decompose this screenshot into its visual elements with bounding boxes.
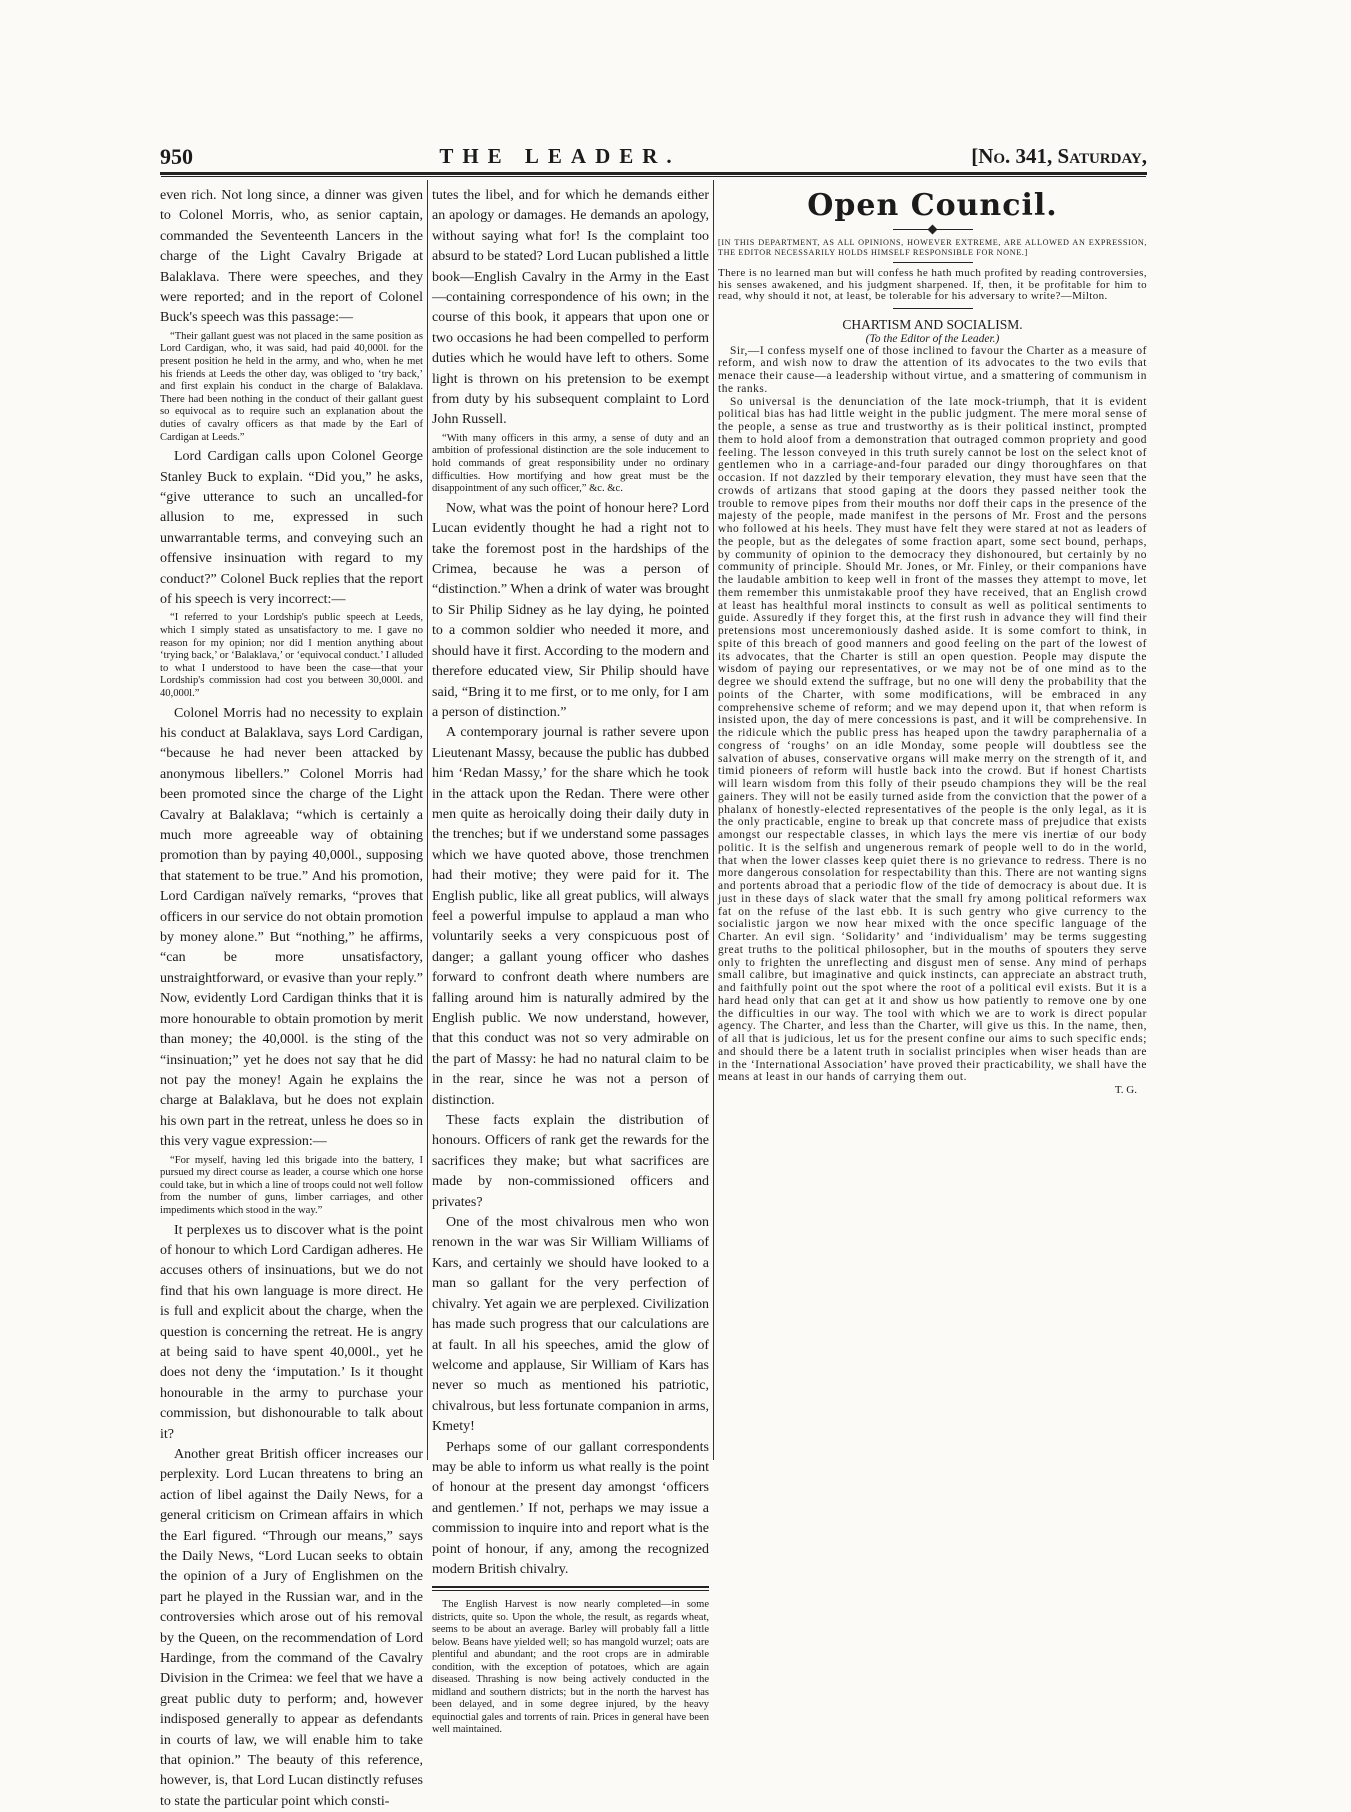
column-1-article <box>160 186 423 1812</box>
section-rule <box>432 1586 709 1591</box>
paragraph: Colonel Morris had no necessity to explain his conduct at Balaklava, says Lord Cardigan, “because he had never been attacked by anonymous libellers.” Colonel Morris had been promoted since the charge of the Light Cavalry at Balaklava; “which is certainly a much more agreeable way of obtaining promotion than by paying 40,000l., supposing that statement to be true.” And his promotion, Lord Cardigan naïvely remarks, “proves that officers in our service do not obtain promotion by money alone.” But “nothing,” he affirms, “can be more unsatisfactory, unstraightforward, or evasive than your reply.” Now, evidently Lord Cardigan thinks that it is more honourable to obtain promotion by merit than money; the 40,000l. is the sting of the “insinuation;” yet he does not say that he did not pay the money! Again he explains the charge at Balaklava, but he does not explain his own part in the retreat, unless he does so in this very vague expression:— <box>160 705 423 1150</box>
paragraph: Now, what was the point of honour here? Lord Lucan evidently thought he had a right not to take the foremost post in the hardships of the Crimea, because he was a person of “distinction.” When a drink of water was brought to Sir Philip Sidney as he lay dying, he pointed to a common soldier who needed it more, and should have it first. According to the modern and therefore educated view, Sir Philip should have said, “Bring it to me first, or to me only, for I am a person of distinction.” <box>432 500 709 720</box>
paragraph: So universal is the denunciation of the late mock-triumph, that it is evident political bias has had little weight in the public judgment. The mere moral sense of the people, a sense as true and trustworthy as is their political instinct, prompted them to hold aloof from a demonstration that outraged common propriety and good feeling. The lesson conveyed in this truth surely cannot be lost on the select knot of gentlemen who in a carriage-and-four paraded our dingy thoroughfares on that occasion. If not dazzled by their temporary elevation, they must have seen that the crowds of artizans that stood gaping at the doors they passed neither took the trouble to remove pipes from their mouths nor doff their caps in the presence of the majesty of the people, made manifest in the persons of Mr. Frost and the persons who followed at his heels. They must have felt they were stared at not as leaders of the people, but as the delegates of some fraction apart, some sect bound, perhaps, by community of opinion to the democracy they dishonoured, but certainly by no community of principle. Should Mr. Jones, or Mr. Finley, or their companions have the laudable ambition to keep well in front of the masses they attempt to move, let them remember this unmistakable proof they have received, that an English crowd at least has healthful moral instincts to consult as well as political sentiments to guide. Assuredly if they forget this, at the first rush in advance they will find their pretensions most unceremoniously dashed aside. It is some comfort to think, in spite of this breach of good manners and good feeling on the part of the lowest of its advocates, that the Charter is still an open question. People may dispute the wisdom of paying our representatives, or we may not be of one mind as to the degree we should extend the suffrage, but no one will deny the probability that the points of the Charter, with some modifications, will be embraced in any comprehensive scheme of reform; and we may depend upon it, that when reform is insisted upon, the day of mere concessions is past, and it will be comprehensive. In the ridicule which the public press has heaped upon the tawdry paraphernalia of a congress of ‘roughs’ on an idle Monday, some people will doubtless see the salvation of abuses, conservative organs will make merry on the strength of it, and timid pioneers of reform will hustle back into the crowd. But if honest Chartists will learn wisdom from this folly of their pseudo champions they will be the real gainers. They will not be easily turned aside from the conviction that the power of a phalanx of honestly-elected representatives of the people is the only legal, as it is the only practicable, engine to break up that concrete mass of prejudice that exists amongst our respectable classes, in which lays the mere vis inertiæ of our body politic. It is the selfish and ungenerous remark of people well to do in the world, that when the lower classes keep quiet there is no grievance to redress. There is no more dangerous consolation for respectability than this. There are not wanting signs and portents abroad that a periodic flow of the tide of democracy is about due. It is just in these days of slack water that the small fry among political reformers wax fat on the refuse of the last ebb. It is such gentry who give currency to the socialistic jargon we now hear mixed with the once specific language of the Charter. An evil sign. ‘Solidarity’ and ‘individualism’ may be terms suggesting great truths to the political philosopher, but in the mouths of spouters they serve only to frighten the unreflecting and disgust men of sense. Any mind of perhaps small calibre, but imaginative and quick instincts, can appreciate an abstract truth, and faithfully point out the spot where the root of a political evil exists. But it is a hard head only that can get at it and show us how patiently to remove one by one the difficulties in our way. The tool with which we are to work is direct popular agency. The Charter, and less than the Charter, will give us this. In the name, then, of all that is judicious, let us for the present confine our aims to such specific ends; and should there be a latent truth in socialist principles when wiser heads than are in the ‘International Association’ have proved their practicability, we shall have the means at least in our hands of carrying them out. <box>718 395 1147 1084</box>
open-council-column <box>718 186 1147 1096</box>
paragraph: even rich. Not long since, a dinner was given to Colonel Morris, who, as senior captain, commanded the Seventeenth Lancers in the charge of the Light Cavalry Brigade at Balaklava. There were speeches, and they were reported; and in the report of Colonel Buck's speech was this passage:— <box>160 188 423 326</box>
paragraph: It perplexes us to discover what is the point of honour to which Lord Cardigan adheres. He accuses others of insinuations, but we do not find that his own language is more direct. He is full and explicit about the charge, when the question is concerning the retreat. He is angry at being said to have spent 40,000l., yet he does not deny the ‘imputation.’ Is it thought honourable in the army to purchase your commission, but dishonourable to talk about it? <box>160 1222 423 1442</box>
open-council-title: Open Council. <box>807 188 1058 223</box>
block-quote: “For myself, having led this brigade into the battery, I pursued my direct course as leader, a course which one horse could take, but in which a line of troops could not well follow from the number of guns, limber carriages, and other impediments which stood in the way.” <box>160 1154 423 1216</box>
paragraph: A contemporary journal is rather severe upon Lieutenant Massy, because the public has dubbed him ‘Redan Massy,’ for the share which he took in the attack upon the Redan. There were other men quite as heroically doing their daily duty in the trenches; but if we understand some passages which we have quoted above, those trenchmen had their motive; they were paid for it. The English public, like all great publics, will always feel a powerful impulse to applaud a man who voluntarily seeks a very conspicuous post of danger; a gallant young officer who dashes forward to confront death where numbers are falling around him is naturally admired by the English public. We now understand, however, that this conduct was not so very admirable on the part of Massy: he had no natural claim to be in the rear, since he was not a person of distinction. <box>432 725 709 1108</box>
page-header <box>160 140 1147 170</box>
column-divider <box>427 180 428 1460</box>
masthead: THE LEADER. <box>439 144 681 168</box>
header-rule <box>160 172 1147 175</box>
block-quote: “With many officers in this army, a sense of duty and an ambition of professional distinction are the sole inducement to hold commands of great responsibility under no ordinary difficulties. How mortifying and how great must be the disappointment of any such officer,” &c. &c. <box>432 432 709 495</box>
block-quote: “Their gallant guest was not placed in the same position as Lord Cardigan, who, it was said, had paid 40,000l. for the present position he held in the army, and who, when he met his friends at Leeds the other day, was obliged to ‘try back,’ and first explain his conduct in the charge of Balaklava. There had been nothing in the conduct of their gallant guest so equivocal as to require such an explanation about the duties of cavalry officers as that made by the Earl of Cardigan at Leeds.” <box>160 330 423 443</box>
milton-epigraph: There is no learned man but will confess he hath much profited by reading controversies, his senses awakened, and his judgment sharpened. If, then, it be profitable for him to read, why should it not, at least, be tolerable for his adversary to write?—Milton. <box>718 267 1147 302</box>
editorial-note: [IN THIS DEPARTMENT, AS ALL OPINIONS, HOWEVER EXTREME, ARE ALLOWED AN EXPRESSION, THE EDITOR NECESSARILY HOLDS HIMSELF RESPONSIBLE FOR NONE.] <box>718 238 1147 257</box>
paragraph: One of the most chivalrous men who won renown in the war was Sir William Williams of Kars, and certainly we should have looked to a man so gallant for the very perfection of chivalry. Yet again we are perplexed. Civilization has made such progress that our calculations are at fault. In all his speeches, amid the glow of welcome and applause, Sir William of Kars has never so much as mentioned his patriotic, chivalrous, but less fortunate companion in arms, Kmety! <box>432 1215 709 1435</box>
ornament-divider <box>893 229 973 230</box>
divider <box>893 262 973 263</box>
letter-heading: CHARTISM AND SOCIALISM. <box>842 316 1023 332</box>
page-number: 950 <box>160 144 193 169</box>
signature: T. G. <box>1114 1084 1137 1096</box>
harvest-note <box>432 1599 709 1737</box>
letter-body <box>718 345 1147 1085</box>
column-2 <box>432 186 709 1740</box>
issue-number: [No. 341, Saturday, <box>971 144 1147 168</box>
paragraph: Another great British officer increases our perplexity. Lord Lucan threatens to bring an action of libel against the Daily News, for a general criticism on Crimean affairs in which the Earl figured. “Through our means,” says the Daily News, “Lord Lucan seeks to obtain the opinion of a Jury of Englishmen on the part he played in the Russian war, and in the controversies which arose out of his removal by the Queen, on the recommendation of Lord Hardinge, from the command of the Cavalry Division in the Crimea: we feel that we have a great public duty to perform; and, however indisposed generally to appear as defendants in courts of law, we will enable him to take that opinion.” The beauty of this reference, however, is, that Lord Lucan distinctly refuses to state the particular point which consti- <box>160 1446 423 1809</box>
column-divider <box>713 180 714 1460</box>
paragraph: Lord Cardigan calls upon Colonel George Stanley Buck to explain. “Did you,” he asks, “give utterance to such an uncalled-for allusion to me, expressed in such unwarrantable terms, and conveying such an offensive insinuation with regard to my conduct?” Colonel Buck replies that the report of his speech is very incorrect:— <box>160 449 423 608</box>
paragraph: Sir,—I confess myself one of those inclined to favour the Charter as a measure of reform, and wish now to draw the attention of its advocates to the two evils that menace their cause—a leadership without virtue, and a smattering of communism in the ranks. <box>718 344 1147 395</box>
paragraph: Perhaps some of our gallant correspondents may be able to inform us what really is the point of honour at the present day amongst ‘officers and gentlemen.’ If not, perhaps we may issue a commission to inquire into and report what is the point of honour, if any, among the recognized modern British chivalry. <box>432 1439 709 1577</box>
paragraph: These facts explain the distribution of honours. Officers of rank get the rewards for the sacrifices they make; but what sacrifices are made by non-commissioned officers and privates? <box>432 1113 709 1210</box>
column-2-article <box>432 186 709 1580</box>
block-quote: “I referred to your Lordship's public speech at Leeds, which I simply stated as unsatisfactory to me. I gave no reason for my opinion; nor did I mention anything about ‘trying back,’ or ‘Balaklava,’ or ‘equivocal conduct.’ I alluded to what I understood to have been the case—that your Lordship's commission had cost you between 30,000l. and 40,000l.” <box>160 612 423 699</box>
paragraph: tutes the libel, and for which he demands either an apology or damages. He demands an apology, without saying what for! Is the complaint too absurd to be stated? Lord Lucan published a little book—English Cavalry in the Army in the East—containing correspondence of his own; in the course of this book, it appears that upon one or two occasions he had been compelled to perform duties which he would have left to others. Some light is thrown on his pretension to be exempt from duty by his subsequent complaint to Lord John Russell. <box>432 188 709 428</box>
divider <box>893 308 973 309</box>
letter-subheading: (To the Editor of the Leader.) <box>865 332 1000 345</box>
harvest-text: The English Harvest is now nearly completed—in some districts, quite so. Upon the whole, the result, as regards wheat, seems to be about an average. Barley will probably fall a little below. Beans have yielded well; so has mangold wurzel; oats are plentiful and abundant; and the root crops are in admirable condition, with the exception of potatoes, which are again diseased. Thrashing is now being actively conducted in the midland and southern districts; but in the north the harvest has been delayed, and in some degree injured, by the heavy equinoctial gales and torrents of rain. Prices in general have been well maintained. <box>432 1599 709 1736</box>
